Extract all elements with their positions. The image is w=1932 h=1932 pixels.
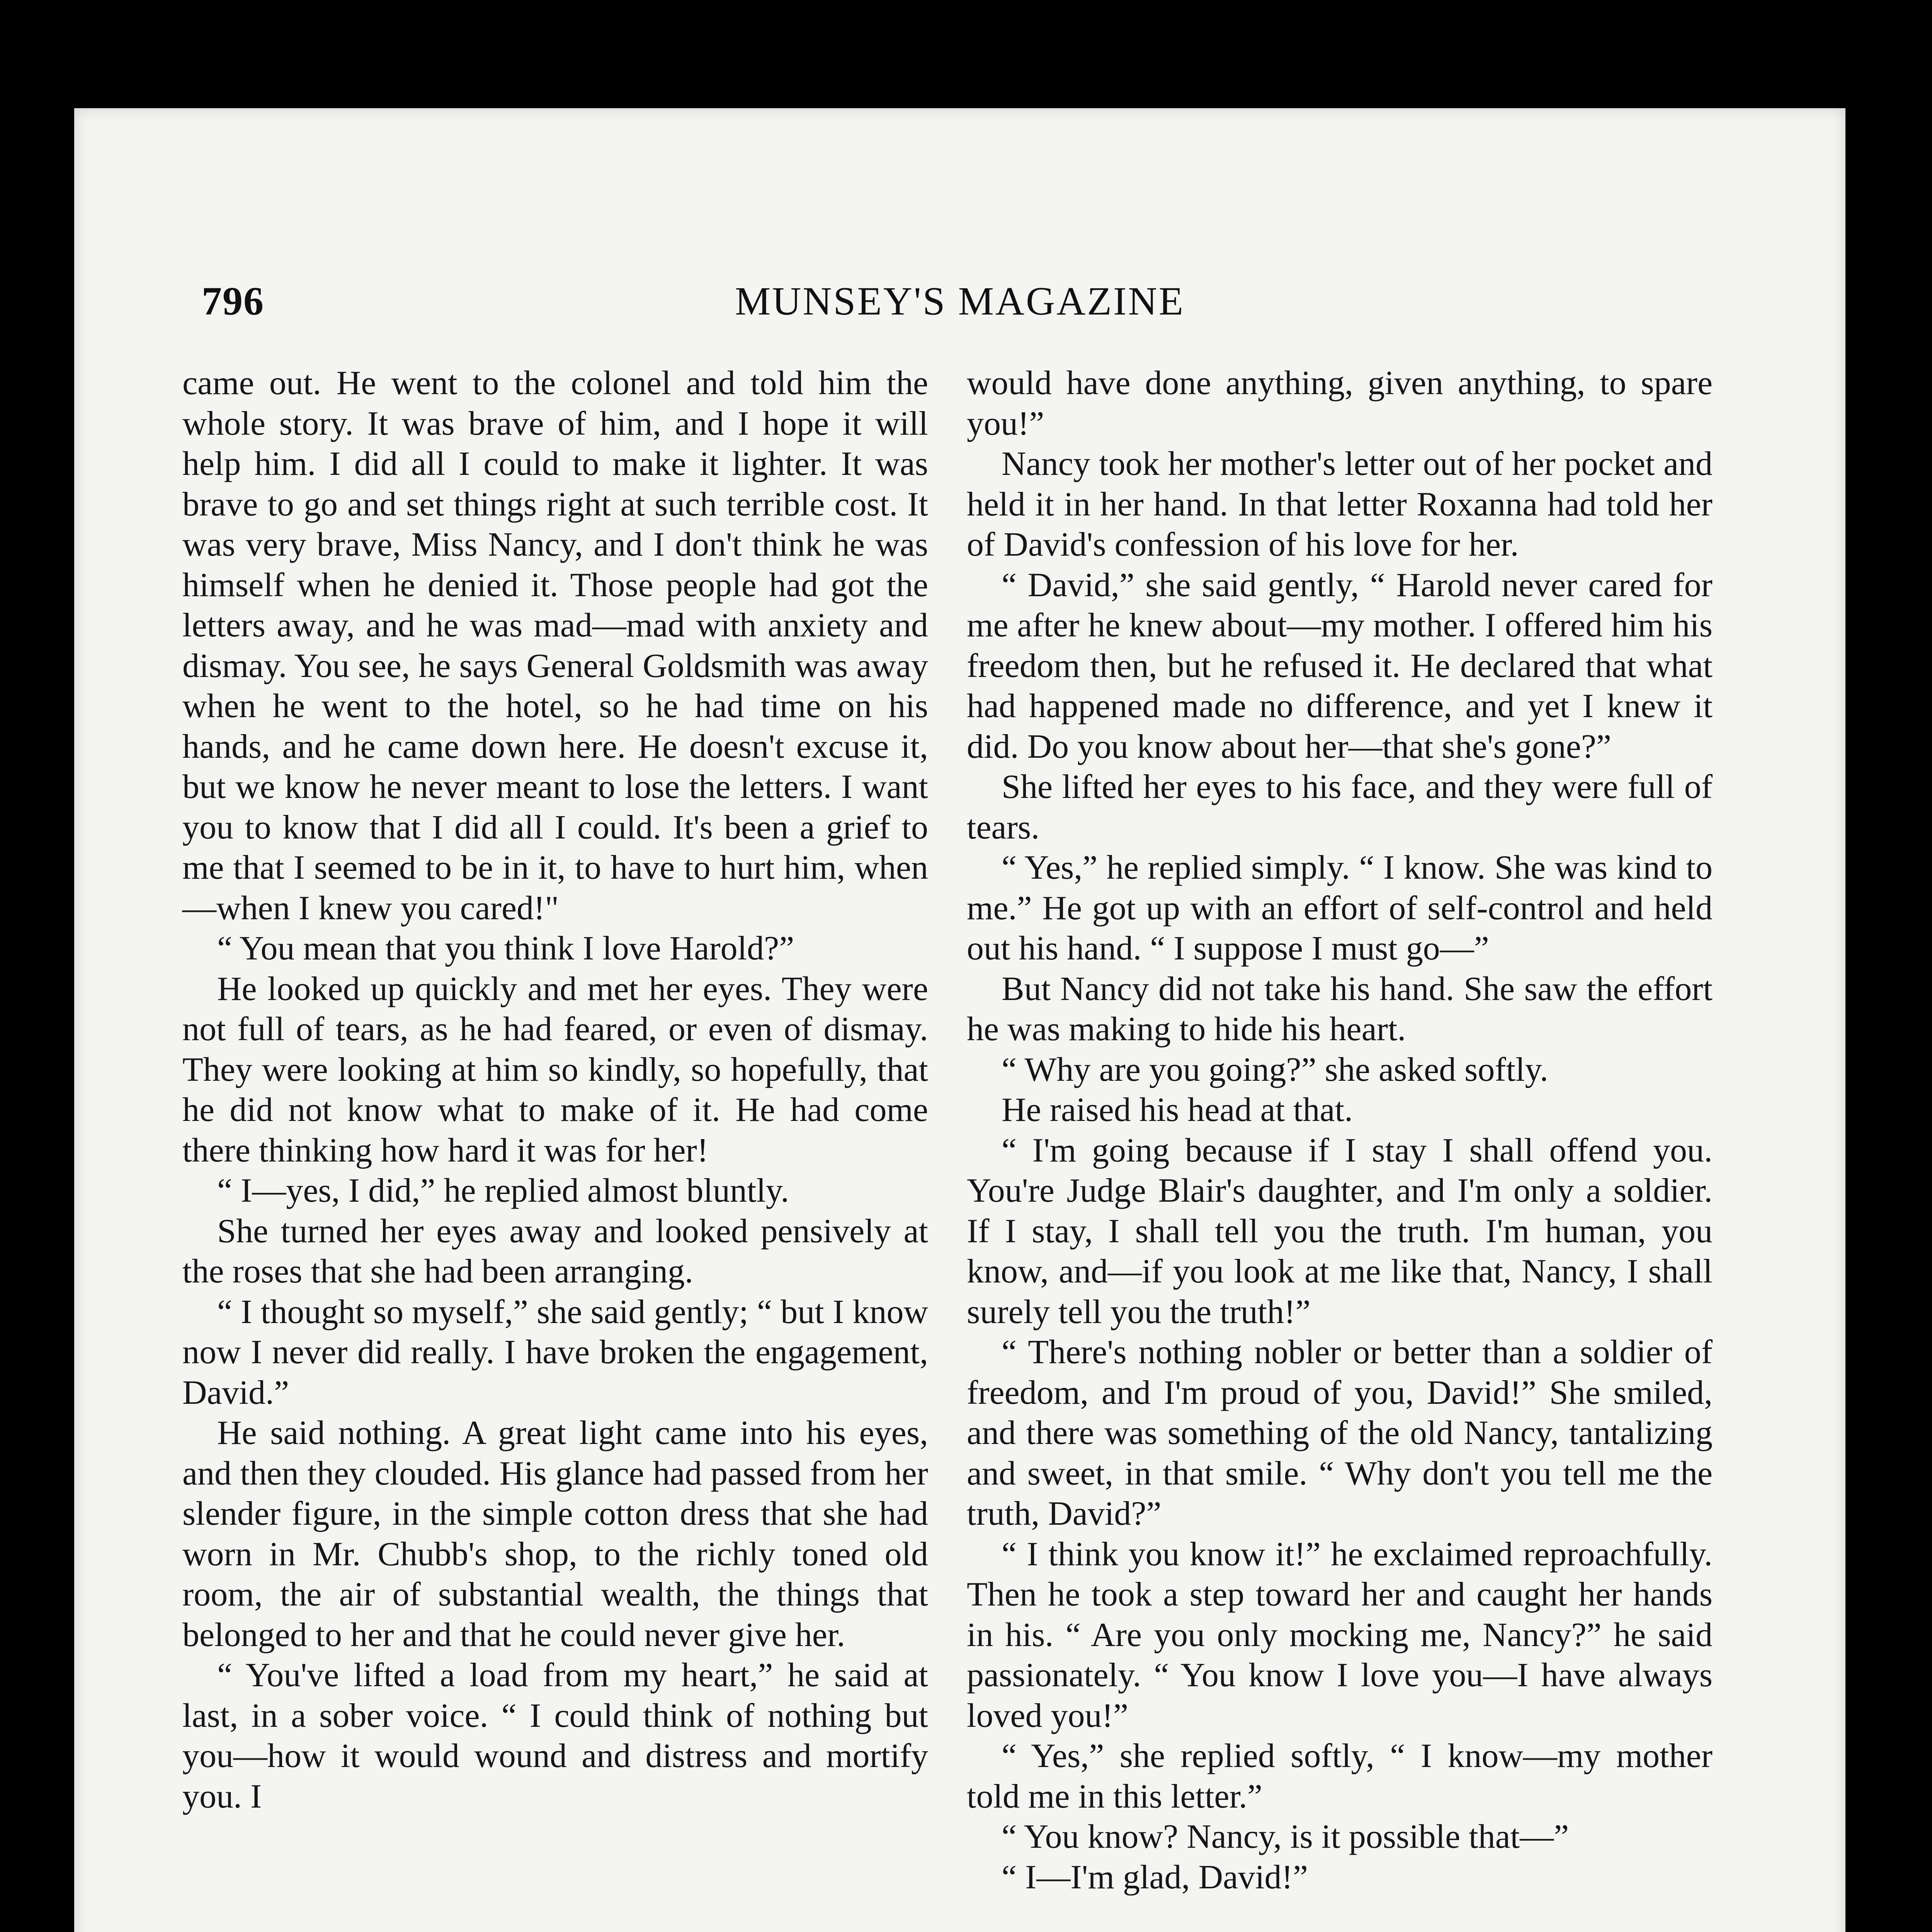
paragraph: He said nothing. A great light came into his eyes, and then they clouded. His glance had passed from her slender figure, in the simple cotton dress that she had worn in Mr. Chubb's shop, to the richly toned old room, the air of substantial wealth, the things that belonged to her and that he could never give her. — [182, 1414, 928, 1654]
left-column — [182, 363, 928, 1817]
paragraph: She turned her eyes away and looked pensively at the roses that she had been arranging. — [182, 1212, 928, 1290]
paragraph: came out. He went to the colonel and told him the whole story. It was brave of him, and I hope it will help him. I did all I could to make it lighter. It was brave to go and set things right at such terrible cost. It was very brave, Miss Nancy, and I don't think he was himself when he denied it. Those people had got the letters away, and he was mad—mad with anxiety and dismay. You see, he says General Goldsmith was away when he went to the hotel, so he had time on his hands, and he came down here. He doesn't excuse it, but we know he never meant to lose the letters. I want you to know that I did all I could. It's been a grief to me that I seemed to be in it, to have to hurt him, when—when I knew you cared!" — [182, 364, 928, 927]
paragraph: would have done anything, given anything, to spare you!” — [967, 364, 1713, 442]
paragraph: “ You know? Nancy, is it possible that—” — [1002, 1818, 1569, 1855]
paragraph: “ Why are you going?” she asked softly. — [1002, 1051, 1548, 1088]
paragraph: “ I think you know it!” he exclaimed reproachfully. Then he took a step toward her and caught her hands in his. “ Are you only mocking me, Nancy?” he said passionately. “ You know I love you—I have always loved you!” — [967, 1535, 1713, 1735]
paragraph: “ There's nothing nobler or better than a soldier of freedom, and I'm proud of you, David!” She smiled, and there was something of the old Nancy, tantalizing and sweet, in that smile. “ Why don't you tell me the truth, David?” — [967, 1333, 1713, 1532]
paragraph: “ I—I'm glad, David!” — [1002, 1858, 1308, 1896]
paragraph: “ Yes,” she replied softly, “ I know—my mother told me in this letter.” — [967, 1737, 1713, 1815]
paragraph: He looked up quickly and met her eyes. They were not full of tears, as he had feared, or even of dismay. They were looking at him so kindly, so hopefully, that he did not know what to make of it. He had come there thinking how hard it was for her! — [182, 970, 928, 1169]
paragraph: Nancy took her mother's letter out of her pocket and held it in her hand. In that letter Roxanna had told her of David's confession of his love for her. — [967, 445, 1713, 563]
paragraph: She lifted her eyes to his face, and they were full of tears. — [967, 768, 1713, 846]
magazine-title: MUNSEY'S MAGAZINE — [735, 279, 1185, 323]
paragraph: “ I'm going because if I stay I shall offend you. You're Judge Blair's daughter, and I'm only a soldier. If I stay, I shall tell you the truth. I'm human, you know, and—if you look at me like that, Nancy, I shall surely tell you the truth!” — [967, 1131, 1713, 1331]
paragraph: “ Yes,” he replied simply. “ I know. She was kind to me.” He got up with an effort of self-control and held out his hand. “ I suppose I must go—” — [967, 849, 1713, 967]
paragraph: “ I thought so myself,” she said gently; “ but I know now I never did really. I have broken the engagement, David.” — [182, 1293, 928, 1412]
paragraph: “ You've lifted a load from my heart,” he said at last, in a sober voice. “ I could think of nothing but you—how it would wound and distress and mortify you. I — [182, 1656, 928, 1815]
paragraph: “ I—yes, I did,” he replied almost bluntly. — [217, 1172, 789, 1209]
magazine-page — [74, 108, 1845, 1932]
page-header — [202, 278, 1718, 328]
paragraph: He raised his head at that. — [1002, 1091, 1353, 1129]
right-column — [967, 363, 1713, 1898]
paragraph: “ David,” she said gently, “ Harold never cared for me after he knew about—my mother. I offered him his freedom then, but he refused it. He declared that what had happened made no difference, and yet I knew it did. Do you know about her—that she's gone?” — [967, 566, 1713, 765]
paragraph: But Nancy did not take his hand. She saw the effort he was making to hide his heart. — [967, 970, 1713, 1048]
page-number: 796 — [202, 279, 264, 323]
paragraph: “ You mean that you think I love Harold?” — [217, 930, 794, 967]
